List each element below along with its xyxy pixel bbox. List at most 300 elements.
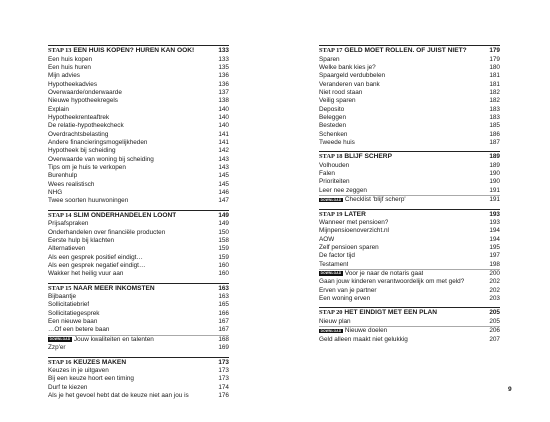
toc-entry[interactable] xyxy=(48,245,229,253)
entry-page-number: 133 xyxy=(218,55,229,63)
entry-page-number: 143 xyxy=(218,163,229,171)
entry-text-wrap xyxy=(48,197,128,205)
section-heading-text xyxy=(319,308,437,318)
section-heading-text xyxy=(48,211,176,221)
entry-title: …Of een betere baan xyxy=(48,326,110,334)
entry-text-wrap xyxy=(48,131,108,139)
entry-page-number: 181 xyxy=(489,72,500,80)
section-page-number: 173 xyxy=(218,358,229,366)
toc-download-entry[interactable] xyxy=(319,326,500,335)
toc-entry[interactable] xyxy=(48,89,229,97)
entry-page-number: 202 xyxy=(489,286,500,294)
entry-title: Falen xyxy=(319,170,335,178)
entry-page-number: 198 xyxy=(489,260,500,268)
toc-entry[interactable] xyxy=(48,172,229,180)
entry-text-wrap xyxy=(48,56,92,64)
entry-text-wrap xyxy=(48,245,85,253)
entry-page-number: 140 xyxy=(218,113,229,121)
entry-page-number: 205 xyxy=(489,317,500,325)
section-step-label: STAP 20 xyxy=(319,309,343,317)
entry-title: Eerste hulp bij klachten xyxy=(48,236,115,244)
toc-entry[interactable] xyxy=(319,89,500,97)
section-title: HET EINDIGT MET EEN PLAN xyxy=(344,309,438,317)
entry-text-wrap xyxy=(319,97,356,105)
entry-page-number: 183 xyxy=(489,113,500,121)
entry-page-number: 147 xyxy=(218,197,229,205)
download-icon: DOWNLOAD xyxy=(320,328,342,333)
entry-title: De relatie-hypotheekcheck xyxy=(48,122,124,130)
entry-text-wrap xyxy=(48,375,134,383)
entry-text-wrap xyxy=(48,270,123,278)
toc-section xyxy=(319,45,500,147)
entry-text-wrap xyxy=(319,122,346,130)
toc-entry[interactable] xyxy=(319,227,500,235)
entry-page-number: 146 xyxy=(218,189,229,196)
entry-text-wrap xyxy=(48,229,165,237)
entry-text-wrap xyxy=(48,147,116,155)
download-icon: DOWNLOAD xyxy=(320,271,342,276)
section-page-number: 149 xyxy=(218,211,229,219)
toc-entry[interactable] xyxy=(319,72,500,80)
toc-entry[interactable] xyxy=(319,187,500,195)
entry-text-wrap xyxy=(48,318,97,326)
entry-page-number: 182 xyxy=(489,88,500,96)
entry-text-wrap xyxy=(48,64,91,72)
section-step-label: STAP 18 xyxy=(319,153,343,161)
entry-text-wrap xyxy=(319,219,388,227)
entry-page-number: 150 xyxy=(218,228,229,236)
toc-entry[interactable] xyxy=(48,229,229,237)
entry-title: Nieuwe doelen xyxy=(344,327,388,335)
entry-page-number: 142 xyxy=(218,147,229,155)
entry-title: Sollicitatiegesprek xyxy=(48,309,100,317)
entry-title: Prioriteiten xyxy=(319,178,350,186)
entry-title: Hypotheekadvies xyxy=(48,80,98,88)
toc-entry[interactable] xyxy=(319,122,500,130)
entry-title: Keuzes in je uitgaven xyxy=(48,367,109,374)
entry-title: Andere financieringsmogelijkheden xyxy=(48,138,148,146)
toc-entry[interactable] xyxy=(48,106,229,114)
toc-entry[interactable] xyxy=(48,139,229,147)
entry-page-number: 207 xyxy=(489,335,500,343)
section-title: GELD MOET ROLLEN. OF JUIST NIET? xyxy=(344,47,467,54)
toc-entry[interactable] xyxy=(48,301,229,309)
entry-title: Burenhulp xyxy=(48,172,78,180)
entry-text-wrap xyxy=(319,295,370,303)
entry-text-wrap xyxy=(48,237,114,245)
entry-text-wrap xyxy=(48,81,97,89)
section-page-number: 189 xyxy=(489,153,500,161)
entry-text-wrap xyxy=(319,236,334,244)
entry-title: Wakker het heilig vuur aan xyxy=(48,270,124,278)
entry-text-wrap xyxy=(319,178,350,186)
entry-page-number: 140 xyxy=(218,105,229,113)
entry-text-wrap xyxy=(319,64,376,72)
toc-download-entry[interactable] xyxy=(48,335,229,344)
section-step-label: STAP 19 xyxy=(319,210,343,218)
entry-title: Tweede huis xyxy=(319,138,355,146)
toc-entry[interactable] xyxy=(319,252,500,260)
section-heading-text xyxy=(48,284,155,294)
entry-page-number: 176 xyxy=(218,392,229,400)
toc-entry[interactable] xyxy=(319,64,500,72)
entry-title: Leer nee zeggen xyxy=(319,186,367,194)
entry-text-wrap xyxy=(48,254,143,262)
section-page-number: 205 xyxy=(489,309,500,317)
toc-entry[interactable] xyxy=(48,131,229,139)
entry-title: Voor je naar de notaris gaat xyxy=(344,270,424,278)
entry-title: Als een gesprek negatief eindigt… xyxy=(48,261,146,269)
toc-entry[interactable] xyxy=(48,164,229,172)
toc-download-entry[interactable] xyxy=(319,195,500,204)
entry-page-number: 138 xyxy=(218,97,229,105)
entry-title: Wees realistisch xyxy=(48,180,95,188)
entry-text-wrap xyxy=(319,244,379,252)
entry-page-number: 166 xyxy=(218,309,229,317)
toc-entry[interactable] xyxy=(48,270,229,278)
entry-text-wrap xyxy=(319,261,348,269)
entry-title: Volhouden xyxy=(319,161,350,169)
toc-entry[interactable] xyxy=(319,287,500,295)
entry-page-number: 190 xyxy=(489,178,500,186)
toc-entry[interactable] xyxy=(319,56,500,64)
entry-page-number: 141 xyxy=(218,130,229,138)
entry-text-wrap xyxy=(319,170,335,178)
entry-text-wrap xyxy=(48,301,89,309)
section-heading[interactable] xyxy=(48,211,229,221)
entry-title: Mijn advies xyxy=(48,72,80,80)
entry-title: Een huis kopen xyxy=(48,55,93,63)
section-step-label: STAP 14 xyxy=(48,211,72,219)
entry-page-number: 193 xyxy=(489,219,500,226)
entry-page-number: 181 xyxy=(489,80,500,88)
entry-text-wrap xyxy=(319,72,385,80)
entry-title: Niet rood staan xyxy=(319,88,363,96)
entry-page-number: 140 xyxy=(218,122,229,130)
entry-page-number: 183 xyxy=(489,105,500,113)
entry-page-number: 135 xyxy=(218,63,229,71)
entry-title: Overdrachtsbelasting xyxy=(48,130,109,138)
entry-title: Wanneer met pensioen? xyxy=(319,219,389,226)
entry-text-wrap xyxy=(319,114,346,122)
entry-page-number: 191 xyxy=(489,196,500,204)
section-title: NAAR MEER INKOMSTEN xyxy=(73,284,155,292)
toc-entry[interactable] xyxy=(48,197,229,205)
section-title: SLIM ONDERHANDELEN LOONT xyxy=(73,211,177,219)
toc-entry[interactable] xyxy=(48,375,229,383)
section-heading[interactable] xyxy=(48,46,229,56)
entry-text-wrap xyxy=(48,156,154,164)
toc-entry[interactable] xyxy=(48,220,229,228)
entry-text-wrap xyxy=(319,106,344,114)
entry-title: Een woning erven xyxy=(319,295,371,303)
entry-page-number: 197 xyxy=(489,252,500,260)
entry-title: Zelf pensioen sparen xyxy=(319,244,379,252)
entry-title: Sparen xyxy=(319,55,340,63)
entry-text-wrap xyxy=(48,384,87,392)
toc-left-column xyxy=(48,45,229,402)
section-heading-text xyxy=(319,210,366,220)
entry-title: Durf te kiezen xyxy=(48,383,88,391)
entry-title: Veranderen van bank xyxy=(319,80,380,88)
section-heading-text xyxy=(319,152,392,162)
toc-entry[interactable] xyxy=(319,139,500,147)
entry-page-number: 145 xyxy=(218,180,229,188)
entry-text-wrap xyxy=(319,227,389,235)
entry-title: Prijsafspraken xyxy=(48,220,89,228)
entry-title: Zzp'er xyxy=(48,344,66,352)
toc-entry[interactable] xyxy=(319,278,500,286)
toc-entry[interactable] xyxy=(319,178,500,186)
toc-section xyxy=(48,357,229,401)
toc-entry[interactable] xyxy=(48,114,229,122)
toc-entry[interactable] xyxy=(48,392,229,400)
toc-entry[interactable] xyxy=(319,261,500,269)
entry-title: Jouw kwaliteiten en talenten xyxy=(73,335,154,343)
entry-text-wrap xyxy=(319,287,377,295)
entry-page-number: 202 xyxy=(489,278,500,286)
toc-entry[interactable] xyxy=(48,254,229,262)
toc-entry[interactable] xyxy=(48,147,229,155)
entry-text-wrap xyxy=(48,326,109,334)
toc-entry[interactable] xyxy=(319,114,500,122)
section-heading-text xyxy=(48,358,126,368)
toc-entry[interactable] xyxy=(48,72,229,80)
section-title: KEUZES MAKEN xyxy=(73,358,127,366)
toc-download-entry[interactable] xyxy=(319,269,500,278)
download-icon: DOWNLOAD xyxy=(49,337,71,342)
toc-section xyxy=(319,307,500,344)
entry-title: Alternatieven xyxy=(48,245,86,253)
toc-entry[interactable] xyxy=(319,336,500,344)
entry-title: Besteden xyxy=(319,122,347,130)
toc-entry[interactable] xyxy=(48,326,229,334)
entry-page-number: 189 xyxy=(489,161,500,169)
toc-entry[interactable] xyxy=(48,181,229,189)
section-heading-text xyxy=(319,46,467,56)
entry-title: Nieuw plan xyxy=(319,317,351,325)
entry-title: AOW xyxy=(319,235,335,243)
entry-page-number: 187 xyxy=(489,138,500,146)
entry-page-number: 163 xyxy=(218,293,229,301)
entry-text-wrap xyxy=(319,139,355,147)
entry-title: Als je het gevoel hebt dat de keuze niet aan jou is xyxy=(48,392,189,400)
toc-entry[interactable] xyxy=(48,293,229,301)
entry-text-wrap xyxy=(319,162,349,170)
entry-text-wrap xyxy=(319,278,464,286)
entry-page-number: 169 xyxy=(218,344,229,352)
section-step-label: STAP 13 xyxy=(48,47,72,54)
section-heading[interactable] xyxy=(48,358,229,368)
entry-text-wrap xyxy=(48,336,154,344)
entry-text-wrap xyxy=(319,336,408,344)
entry-title: NHG xyxy=(48,189,63,196)
section-heading[interactable] xyxy=(319,46,500,56)
entry-text-wrap xyxy=(319,187,367,195)
entry-text-wrap xyxy=(48,181,94,189)
toc-entry[interactable] xyxy=(319,236,500,244)
entry-title: Veilig sparen xyxy=(319,97,356,105)
toc-section xyxy=(319,151,500,204)
entry-page-number: 137 xyxy=(218,88,229,96)
entry-text-wrap xyxy=(48,344,66,352)
entry-title: Checklist 'blijf scherp' xyxy=(344,196,406,204)
entry-text-wrap xyxy=(319,56,340,64)
entry-text-wrap xyxy=(319,89,362,97)
entry-title: Testament xyxy=(319,260,349,268)
entry-title: Bij een keuze hoort een timing xyxy=(48,375,134,383)
entry-page-number: 160 xyxy=(218,261,229,269)
entry-text-wrap xyxy=(48,72,80,80)
download-icon: DOWNLOAD xyxy=(320,197,342,202)
section-page-number: 179 xyxy=(489,47,500,54)
entry-text-wrap xyxy=(48,262,145,270)
toc-entry[interactable] xyxy=(48,384,229,392)
entry-page-number: 182 xyxy=(489,97,500,105)
section-step-label: STAP 17 xyxy=(319,47,343,54)
section-title: BLIJF SCHERP xyxy=(344,153,392,161)
entry-text-wrap xyxy=(48,310,100,318)
entry-title: Een nieuwe baan xyxy=(48,318,98,326)
entry-text-wrap xyxy=(48,122,124,130)
entry-text-wrap xyxy=(48,139,147,147)
entry-text-wrap xyxy=(48,392,189,400)
toc-entry[interactable] xyxy=(48,56,229,64)
toc-entry[interactable] xyxy=(319,295,500,303)
entry-page-number: 203 xyxy=(489,295,500,303)
toc-entry[interactable] xyxy=(48,122,229,130)
entry-page-number: 136 xyxy=(218,72,229,80)
entry-title: Onderhandelen over financiële producten xyxy=(48,228,166,236)
entry-page-number: 145 xyxy=(218,172,229,180)
toc-entry[interactable] xyxy=(319,97,500,105)
entry-text-wrap xyxy=(48,220,89,228)
entry-text-wrap xyxy=(48,189,62,197)
entry-title: Schenken xyxy=(319,130,348,138)
toc-entry[interactable] xyxy=(319,219,500,227)
entry-title: Hypotheek bij scheiding xyxy=(48,147,116,155)
entry-title: De factor tijd xyxy=(319,252,355,260)
entry-title: Overwaarde/onderwaarde xyxy=(48,88,122,96)
toc-section xyxy=(319,209,500,304)
entry-title: Explain xyxy=(48,105,69,113)
entry-title: Hypotheekrenteaftrek xyxy=(48,113,110,121)
toc-entry[interactable] xyxy=(48,367,229,375)
entry-title: Nieuwe hypotheekregels xyxy=(48,97,118,105)
toc-entry[interactable] xyxy=(319,170,500,178)
toc-entry[interactable] xyxy=(48,310,229,318)
entry-page-number: 173 xyxy=(218,367,229,374)
entry-page-number: 194 xyxy=(489,227,500,235)
entry-page-number: 136 xyxy=(218,80,229,88)
toc-entry[interactable] xyxy=(48,156,229,164)
entry-text-wrap xyxy=(319,270,423,278)
section-page-number: 133 xyxy=(218,47,229,54)
entry-page-number: 141 xyxy=(218,138,229,146)
toc-entry[interactable] xyxy=(48,64,229,72)
entry-title: Deposito xyxy=(319,105,345,113)
entry-page-number: 167 xyxy=(218,318,229,326)
section-heading-text xyxy=(48,46,194,56)
entry-title: Erven van je partner xyxy=(319,286,377,294)
entry-page-number: 149 xyxy=(218,220,229,228)
entry-page-number: 195 xyxy=(489,244,500,252)
entry-title: Geld alleen maakt niet gelukkig xyxy=(319,335,408,343)
section-page-number: 193 xyxy=(489,210,500,218)
toc-entry[interactable] xyxy=(319,244,500,252)
entry-text-wrap xyxy=(319,327,387,335)
entry-page-number: 159 xyxy=(218,245,229,253)
entry-page-number: 185 xyxy=(489,122,500,130)
entry-page-number: 194 xyxy=(489,235,500,243)
section-heading[interactable] xyxy=(319,210,500,220)
entry-page-number: 190 xyxy=(489,170,500,178)
entry-text-wrap xyxy=(319,318,351,326)
entry-text-wrap xyxy=(48,89,122,97)
entry-title: Spaargeld verdubbelen xyxy=(319,72,386,80)
entry-title: Welke bank kies je? xyxy=(319,63,376,71)
section-title: LATER xyxy=(344,210,366,218)
toc-entry[interactable] xyxy=(48,81,229,89)
section-heading[interactable] xyxy=(319,308,500,318)
toc-section xyxy=(48,210,229,279)
entry-page-number: 158 xyxy=(218,236,229,244)
entry-title: Sollicitatiebrief xyxy=(48,301,90,309)
toc-entry[interactable] xyxy=(48,318,229,326)
section-step-label: STAP 16 xyxy=(48,358,72,366)
toc-section xyxy=(48,45,229,206)
section-title: EEN HUIS KOPEN? HUREN KAN OOK! xyxy=(73,47,195,54)
toc-section xyxy=(48,283,229,353)
entry-title: Een huis huren xyxy=(48,63,91,71)
toc-entry[interactable] xyxy=(48,344,229,352)
toc-entry[interactable] xyxy=(319,318,500,326)
page-number: 9 xyxy=(508,386,512,393)
section-step-label: STAP 15 xyxy=(48,284,72,292)
toc-entry[interactable] xyxy=(319,81,500,89)
entry-text-wrap xyxy=(48,97,118,105)
entry-title: Tips om je huis te verkopen xyxy=(48,163,126,171)
entry-text-wrap xyxy=(48,114,109,122)
entry-page-number: 173 xyxy=(218,375,229,383)
entry-text-wrap xyxy=(48,367,109,375)
toc-entry[interactable] xyxy=(48,262,229,270)
toc-entry[interactable] xyxy=(319,131,500,139)
entry-text-wrap xyxy=(319,131,347,139)
entry-title: Gaan jouw kinderen verantwoordelijk om met geld? xyxy=(319,278,465,286)
entry-page-number: 206 xyxy=(489,327,500,335)
toc-entry[interactable] xyxy=(48,189,229,197)
entry-text-wrap xyxy=(48,172,77,180)
toc-entry[interactable] xyxy=(48,97,229,105)
toc-entry[interactable] xyxy=(48,237,229,245)
entry-page-number: 165 xyxy=(218,301,229,309)
section-heading[interactable] xyxy=(319,152,500,162)
entry-title: Als een gesprek positief eindigt… xyxy=(48,253,143,261)
toc-entry[interactable] xyxy=(319,162,500,170)
entry-page-number: 167 xyxy=(218,326,229,334)
entry-text-wrap xyxy=(48,164,126,172)
toc-entry[interactable] xyxy=(319,106,500,114)
entry-page-number: 168 xyxy=(218,335,229,343)
entry-page-number: 186 xyxy=(489,130,500,138)
entry-page-number: 159 xyxy=(218,253,229,261)
entry-page-number: 143 xyxy=(218,155,229,163)
entry-page-number: 179 xyxy=(489,55,500,63)
entry-text-wrap xyxy=(48,106,69,114)
entry-text-wrap xyxy=(319,81,380,89)
section-heading[interactable] xyxy=(48,284,229,294)
